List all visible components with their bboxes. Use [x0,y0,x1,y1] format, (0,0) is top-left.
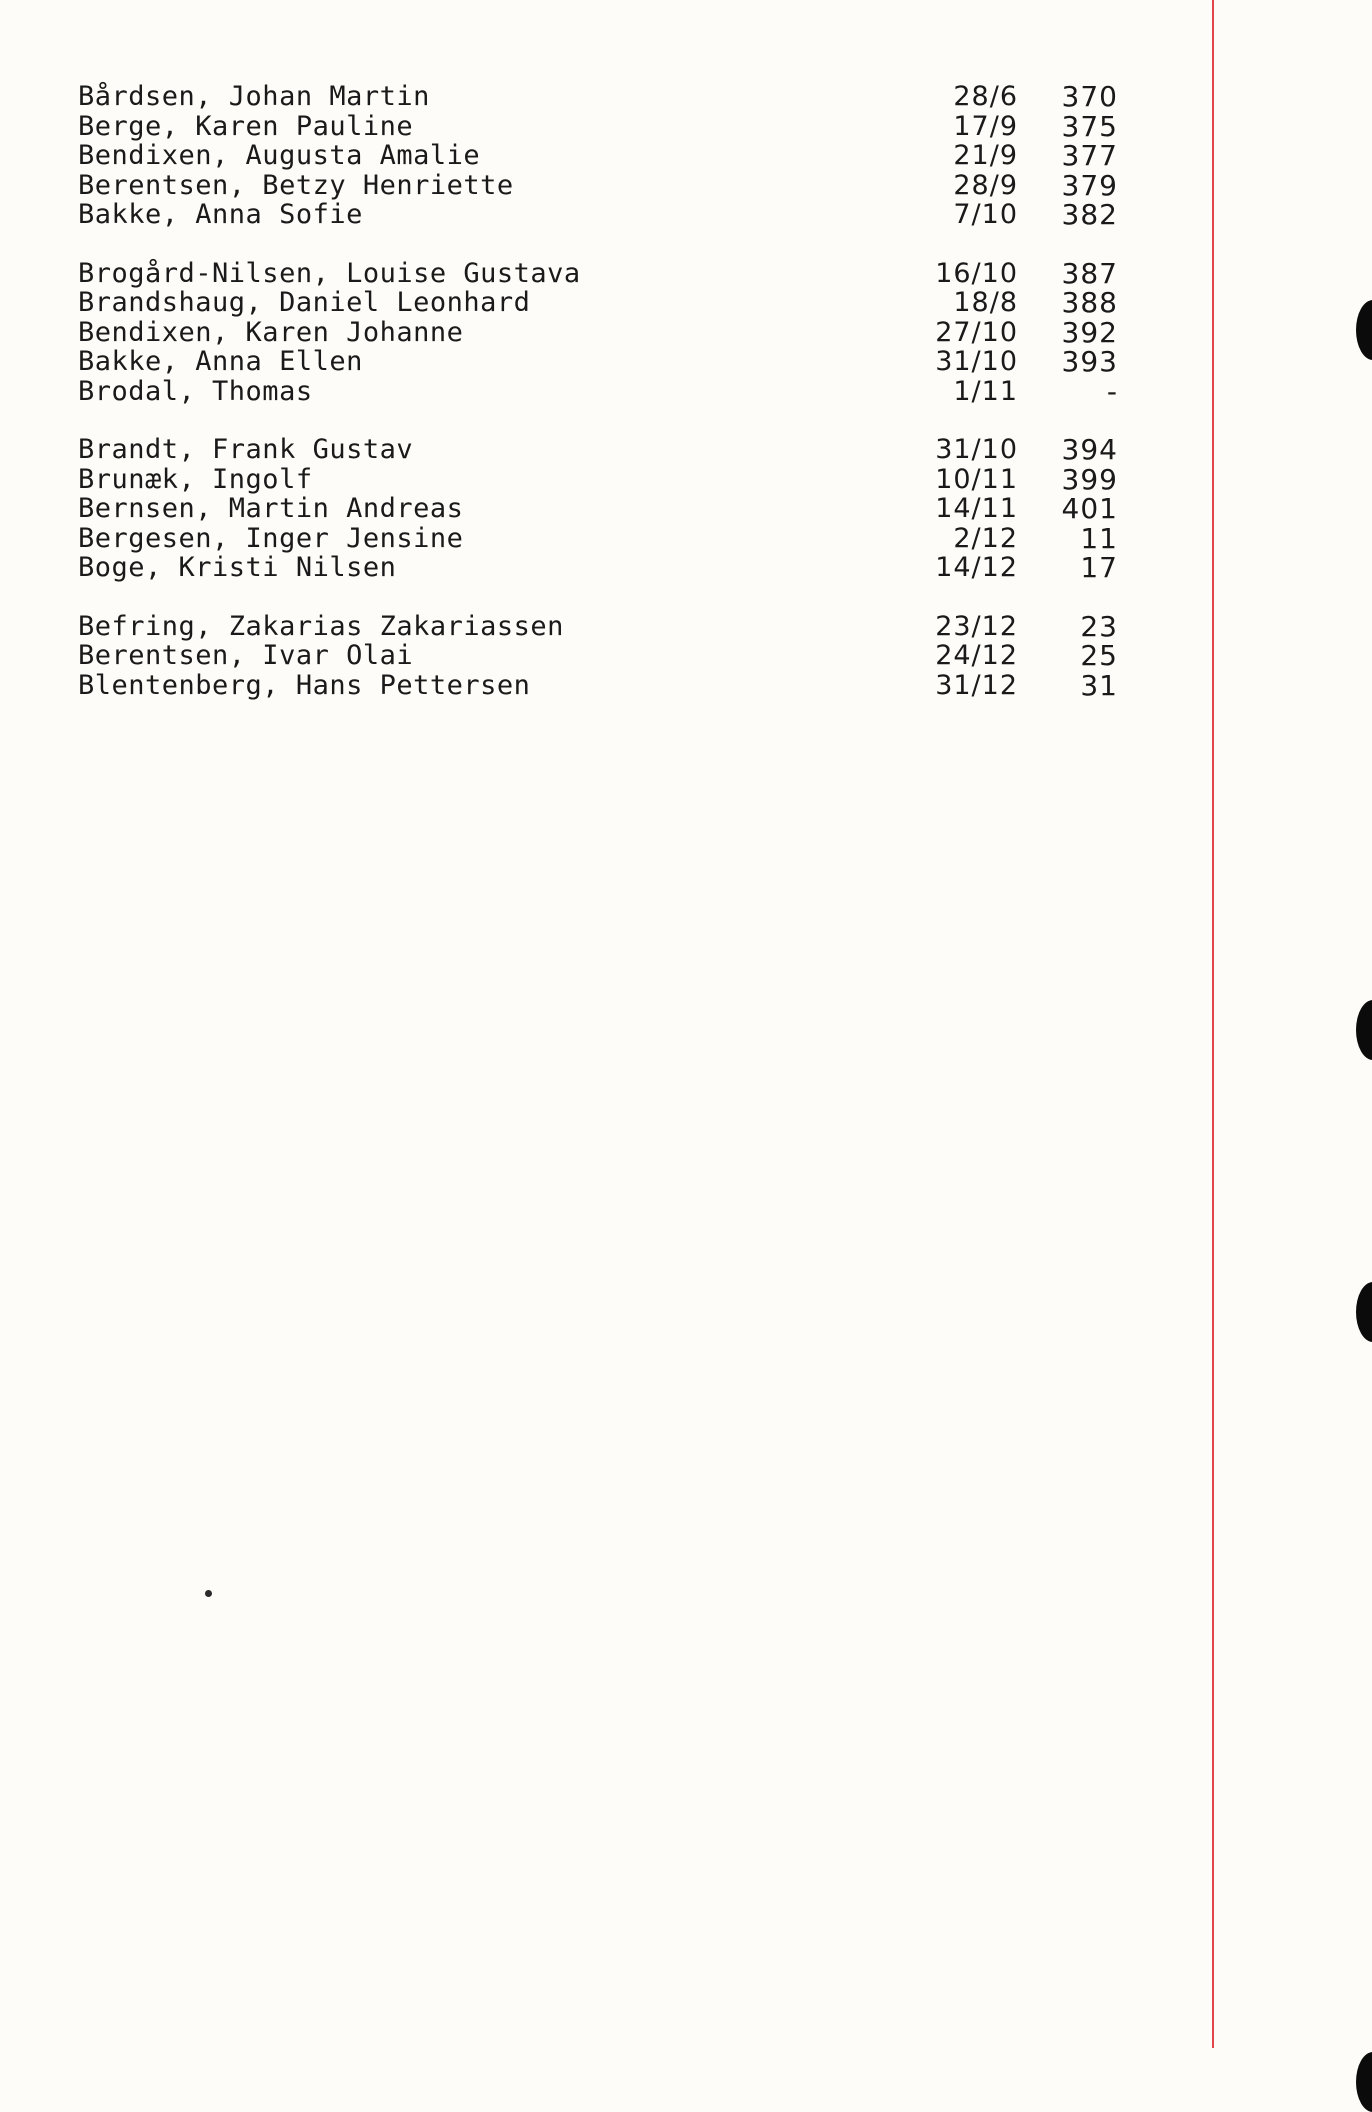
entry-date: 16/10 [935,257,1018,289]
entry-name: Bendixen, Karen Johanne [78,316,464,348]
entry-date: 31/12 [935,669,1018,701]
entry-group [78,256,1118,408]
punch-hole-1 [1356,300,1372,360]
entry-number: 23 [1080,609,1118,643]
register-entry [78,668,1118,702]
register-entry [78,288,1118,318]
register-entry [78,347,1118,377]
register-entry [78,168,1118,202]
entry-number: - [1106,374,1118,408]
entry-number: 393 [1061,345,1118,378]
entry-name: Boge, Kristi Nilsen [78,552,397,583]
entry-name: Brandt, Frank Gustav [78,434,414,465]
entry-name: Brunæk, Ingolf [78,463,313,495]
register-entry [78,256,1118,290]
entry-date: 2/12 [953,522,1018,554]
entry-number: 387 [1061,256,1118,290]
entry-date: 23/12 [935,610,1018,642]
entry-number: 25 [1080,639,1118,672]
register-entry [78,315,1118,349]
register-list [78,82,1118,729]
entry-date: 1/11 [953,375,1018,407]
entry-name: Berge, Karen Pauline [78,110,414,142]
entry-name: Brodal, Thomas [78,375,313,407]
entry-name: Befring, Zakarias Zakariassen [78,610,564,642]
entry-date: 10/11 [935,463,1018,495]
entry-date: 24/12 [935,640,1018,671]
entry-name: Bakke, Anna Sofie [78,199,363,230]
entry-number: 399 [1061,462,1118,496]
entry-number: 382 [1061,198,1118,231]
entry-date: 28/6 [953,81,1018,112]
entry-date: 14/11 [935,493,1018,524]
entry-date: 14/12 [935,552,1018,583]
entry-number: 392 [1061,315,1118,349]
punch-hole-4 [1356,2052,1372,2112]
entry-number: 379 [1061,168,1118,202]
entry-date: 31/10 [935,434,1018,465]
entry-name: Bårdsen, Johan Martin [78,81,430,112]
register-entry [78,435,1118,465]
entry-number: 370 [1061,80,1118,113]
register-entry [78,609,1118,643]
ink-speck [205,1590,212,1597]
entry-date: 31/10 [935,346,1018,377]
entry-name: Bergesen, Inger Jensine [78,522,464,554]
entry-name: Brogård-Nilsen, Louise Gustava [78,257,581,289]
entry-date: 18/8 [953,287,1018,318]
entry-date: 28/9 [953,169,1018,201]
register-entry [78,141,1118,171]
entry-date: 7/10 [953,199,1018,230]
entry-date: 27/10 [935,316,1018,348]
entry-number: 375 [1061,109,1118,143]
entry-date: 17/9 [953,110,1018,142]
punch-hole-3 [1356,1282,1372,1342]
entry-name: Berentsen, Betzy Henriette [78,169,514,201]
entry-name: Bendixen, Augusta Amalie [78,140,481,171]
register-entry [78,553,1118,583]
entry-name: Bernsen, Martin Andreas [78,493,464,524]
entry-number: 394 [1061,433,1118,466]
register-entry [78,521,1118,555]
punch-hole-2 [1356,1000,1372,1060]
entry-number: 377 [1061,139,1118,172]
entry-number: 388 [1061,286,1118,319]
entry-group [78,609,1118,702]
entry-number: 31 [1080,668,1118,702]
entry-name: Brandshaug, Daniel Leonhard [78,287,531,318]
register-entry [78,82,1118,112]
entry-group [78,82,1118,230]
register-entry [78,641,1118,671]
entry-number: 11 [1080,521,1118,555]
entry-number: 17 [1080,551,1118,584]
register-entry [78,494,1118,524]
entry-group [78,435,1118,583]
register-entry [78,462,1118,496]
entry-name: Blentenberg, Hans Pettersen [78,669,531,701]
register-entry [78,200,1118,230]
red-margin-line [1212,0,1214,2048]
entry-name: Bakke, Anna Ellen [78,346,363,377]
register-entry [78,109,1118,143]
entry-number: 401 [1061,492,1118,525]
entry-name: Berentsen, Ivar Olai [78,640,414,671]
entry-date: 21/9 [953,140,1018,171]
register-entry [78,374,1118,408]
